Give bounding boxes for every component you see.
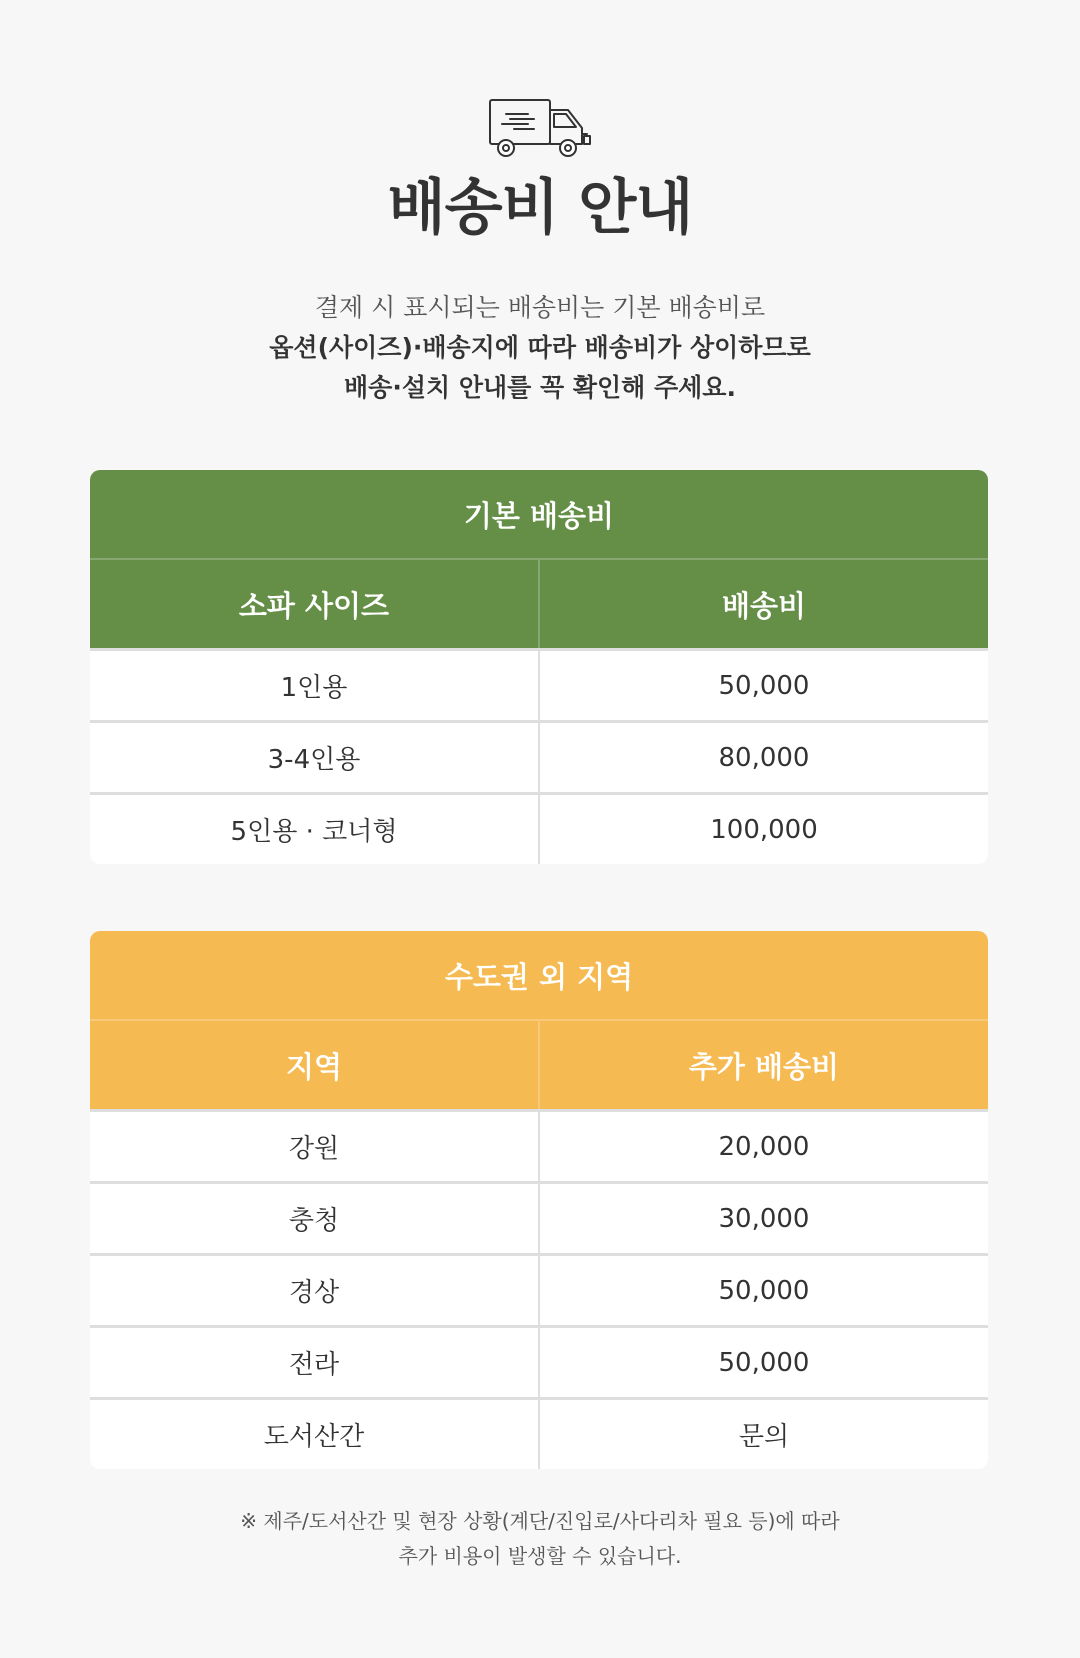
cell-fee: 문의 [538,1400,988,1469]
cell-size: 3-4인용 [267,745,361,775]
basic-shipping-table [90,470,988,864]
cell-fee: 50,000 [538,1328,988,1397]
description-line-3: 배송·설치 안내를 꼭 확인해 주세요. [344,373,736,402]
basic-table-header [90,558,988,648]
cell-size: 5인용 · 코너형 [230,817,398,847]
cell-fee: 30,000 [538,1184,988,1253]
delivery-truck-icon [488,98,592,160]
region-shipping-table [90,931,988,1469]
region-table-title: 수도권 외 지역 [90,931,988,1019]
description-line-1: 결제 시 표시되는 배송비는 기본 배송비로 [314,293,766,322]
column-header-shipping-fee: 배송비 [538,560,988,648]
column-header-region: 지역 [285,1049,343,1084]
region-table-header [90,1019,988,1109]
table-row [90,1253,988,1325]
cell-fee: 100,000 [538,795,988,864]
header-icon-wrap [0,98,1080,160]
description-line-2: 옵션(사이즈)·배송지에 따라 배송비가 상이하므로 [269,333,811,362]
table-row [90,648,988,720]
table-row [90,1397,988,1469]
table-row [90,1325,988,1397]
cell-region: 충청 [288,1206,340,1236]
cell-size: 1인용 [280,673,348,703]
footnote [0,1504,1080,1574]
cell-region: 경상 [288,1278,340,1308]
cell-fee: 50,000 [538,1256,988,1325]
table-row [90,720,988,792]
table-row [90,1109,988,1181]
cell-fee: 80,000 [538,723,988,792]
table-row [90,792,988,864]
footnote-line-1: ※ 제주/도서산간 및 현장 상황(계단/진입로/사다리차 필요 등)에 따라 [240,1509,840,1533]
cell-region: 강원 [288,1134,340,1164]
cell-region: 전라 [288,1350,340,1380]
basic-table-title: 기본 배송비 [90,470,988,558]
table-row [90,1181,988,1253]
page-title: 배송비 안내 [387,173,693,243]
description [0,288,1080,408]
cell-fee: 50,000 [538,651,988,720]
cell-region: 도서산간 [263,1422,365,1452]
cell-fee: 20,000 [538,1112,988,1181]
column-header-extra-fee: 추가 배송비 [538,1021,988,1109]
footnote-line-2: 추가 비용이 발생할 수 있습니다. [398,1544,682,1568]
column-header-sofa-size: 소파 사이즈 [238,588,390,623]
